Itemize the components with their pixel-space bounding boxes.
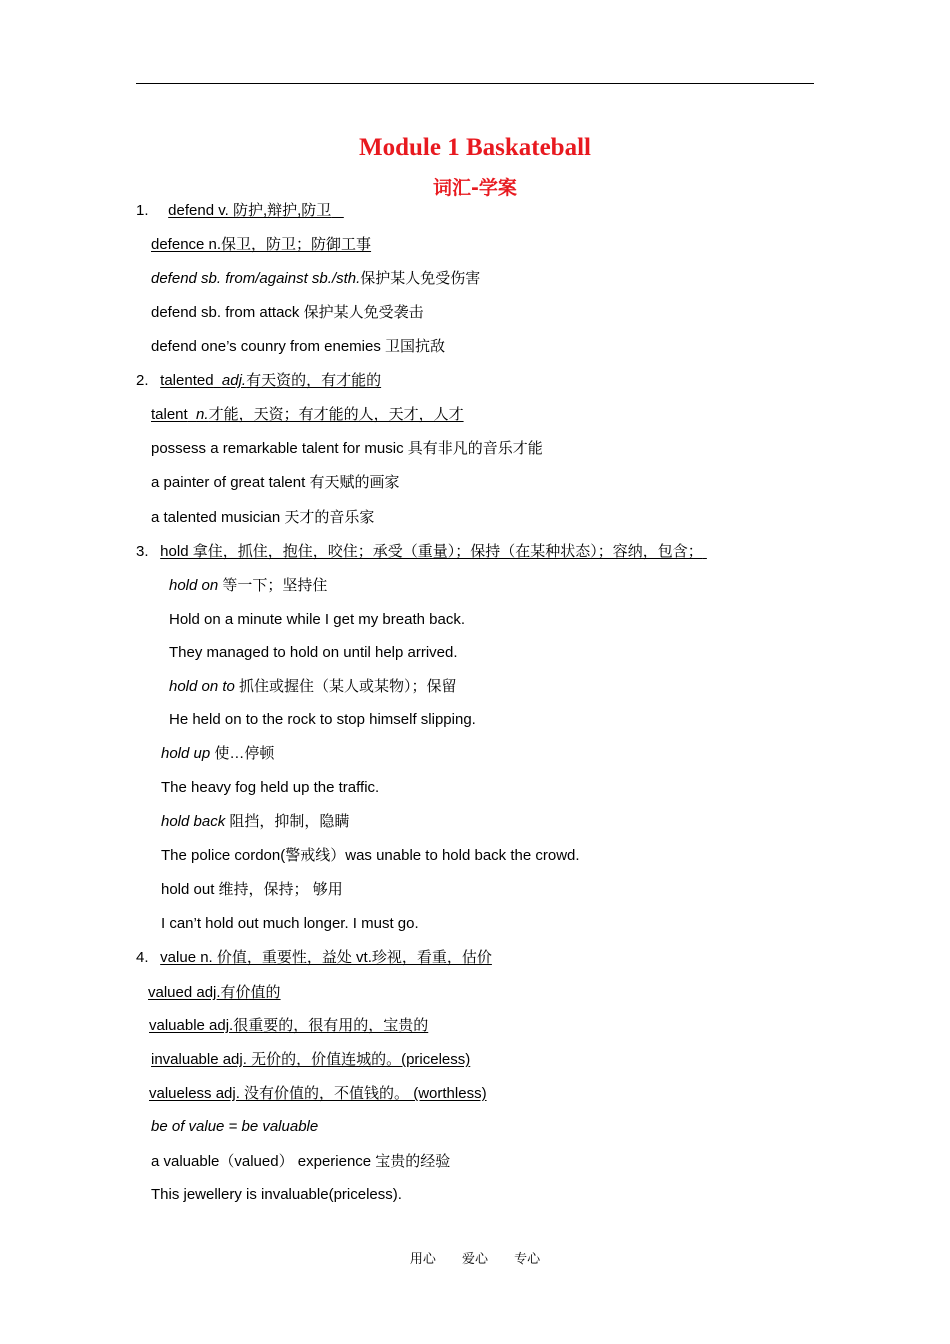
phrase-line (161, 744, 274, 764)
vocab-item-3 (136, 542, 707, 562)
item-meaning: 才能，天资；有才能的人，天才，人才 (208, 406, 464, 423)
phrase-meaning: 保护某人免受伤害 (360, 270, 481, 287)
example-line: The police cordon(警戒线）was unable to hold back the crowd. (161, 847, 580, 864)
item-headword: defend v. 防护,辩护,防卫 (168, 202, 332, 219)
phrase-line: be of value = be valuable (151, 1118, 319, 1135)
item-headword: talented (160, 372, 214, 389)
phrase-meaning: 阻挡，抑制，隐瞒 (225, 813, 350, 830)
page-subtitle: 词汇-学案 (433, 177, 517, 199)
item-meaning: 有天资的，有才能的 (246, 372, 382, 389)
definition-line (151, 405, 464, 425)
phrase-text: hold back (161, 813, 226, 830)
example-line: possess a remarkable talent for music 具有非凡的音乐才能 (151, 440, 543, 457)
part-of-speech: adj. (221, 372, 247, 389)
phrase-line (151, 269, 480, 289)
definition-line: valued adj.有价值的 (148, 984, 281, 1001)
example-line: He held on to the rock to stop himself slipping. (169, 711, 476, 728)
header-rule (136, 83, 814, 84)
phrase-meaning: 使…停顿 (210, 745, 275, 762)
item-number: 4. (136, 949, 149, 966)
vocab-item-2 (136, 371, 381, 391)
phrase-meaning: 等一下；坚持住 (218, 577, 328, 594)
phrase-line (169, 677, 457, 697)
item-number: 2. (136, 372, 149, 389)
phrase-text: hold up (161, 745, 211, 762)
example-line: Hold on a minute while I get my breath back. (169, 611, 465, 628)
vocab-item-1 (136, 201, 344, 221)
definition-line: valuable adj.很重要的，很有用的，宝贵的 (149, 1017, 429, 1034)
example-line: They managed to hold on until help arrived. (169, 644, 458, 661)
page-footer: 用心 爱心 专心 (409, 1252, 541, 1267)
phrase-text: defend sb. from/against sb./sth. (151, 270, 361, 287)
definition-line: invaluable adj. 无价的，价值连城的。(priceless) (151, 1051, 471, 1068)
phrase-text: hold on (169, 577, 219, 594)
phrase-line (161, 812, 349, 832)
item-number: 3. (136, 543, 149, 560)
example-line: defend sb. from attack 保护某人免受袭击 (151, 304, 424, 321)
vocab-item-4 (136, 948, 492, 968)
definition-line: valueless adj. 没有价值的，不值钱的。 (worthless) (149, 1085, 487, 1102)
example-line: This jewellery is invaluable(priceless). (151, 1186, 402, 1203)
item-headword: value n. 价值，重要性，益处 vt.珍视，看重，估价 (160, 949, 492, 966)
phrase-line: hold out 维持，保持； 够用 (161, 881, 343, 898)
example-line: a painter of great talent 有天赋的画家 (151, 474, 400, 491)
item-number: 1. (136, 202, 149, 219)
example-line: The heavy fog held up the traffic. (161, 779, 380, 796)
example-line: defend one’s counry from enemies 卫国抗敌 (151, 338, 446, 355)
phrase-text: hold on to (169, 678, 235, 695)
item-headword: hold 拿住，抓住，抱住，咬住；承受（重量）；保持（在某种状态）；容纳，包含； (160, 543, 703, 560)
definition-line: defence n.保卫，防卫；防御工事 (151, 236, 372, 253)
part-of-speech: n. (196, 406, 209, 423)
phrase-line (169, 576, 327, 596)
example-line: a valuable（valued） experience 宝贵的经验 (151, 1153, 451, 1170)
example-line: a talented musician 天才的音乐家 (151, 509, 375, 526)
page-title: Module 1 Baskateball (359, 134, 591, 161)
example-line: I can’t hold out much longer. I must go. (161, 915, 419, 932)
phrase-meaning: 抓住或握住（某人或某物）；保留 (234, 678, 457, 695)
item-headword: talent (151, 406, 188, 423)
